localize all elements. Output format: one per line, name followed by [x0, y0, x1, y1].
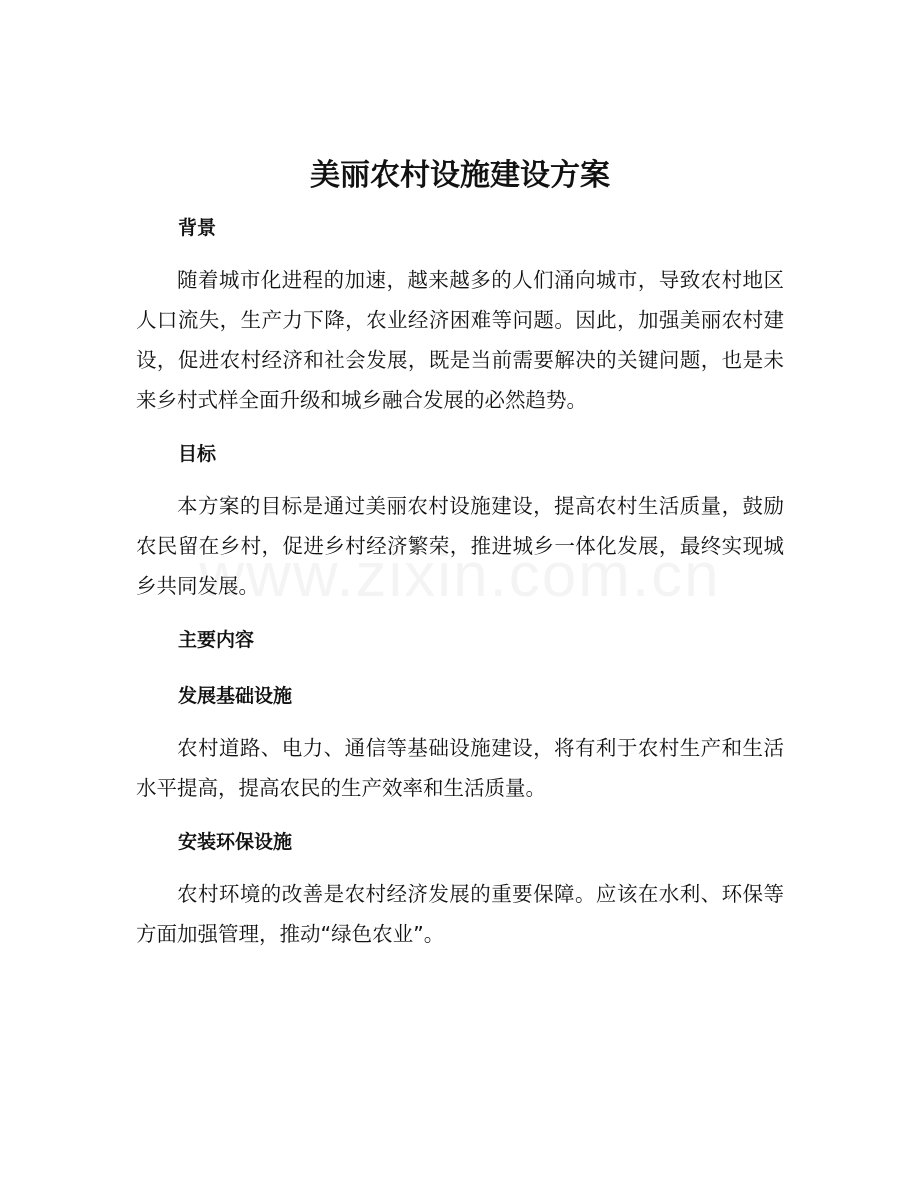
document-title: 美丽农村设施建设方案	[310, 158, 610, 193]
section-heading-infrastructure: 发展基础设施	[178, 685, 293, 707]
section-text-infrastructure: 农村道路、电力、通信等基础设施建设，将有利于农村生产和生活水平提高，提高农民的生产效率和生活质量。	[136, 736, 784, 800]
section-heading-background: 背景	[178, 217, 217, 239]
section-heading-main-content: 主要内容	[178, 629, 255, 651]
section-text-goal: 本方案的目标是通过美丽农村设施建设，提高农村生活质量，鼓励农民留在乡村，促进乡村经济繁荣，推进城乡一体化发展，最终实现城乡共同发展。	[136, 494, 784, 598]
section-text-background: 随着城市化进程的加速，越来越多的人们涌向城市，导致农村地区人口流失，生产力下降，农业经济困难等问题。因此，加强美丽农村建设，促进农村经济和社会发展，既是当前需要解决的关键问题，也是未来乡村式样全面升级和城乡融合发展的必然趋势。	[136, 268, 784, 412]
document-body	[136, 204, 784, 954]
section-heading-goal: 目标	[178, 443, 217, 465]
section-heading-environment: 安装环保设施	[178, 831, 293, 853]
section-text-environment: 农村环境的改善是农村经济发展的重要保障。应该在水利、环保等方面加强管理，推动“绿色农业”。	[136, 882, 784, 946]
